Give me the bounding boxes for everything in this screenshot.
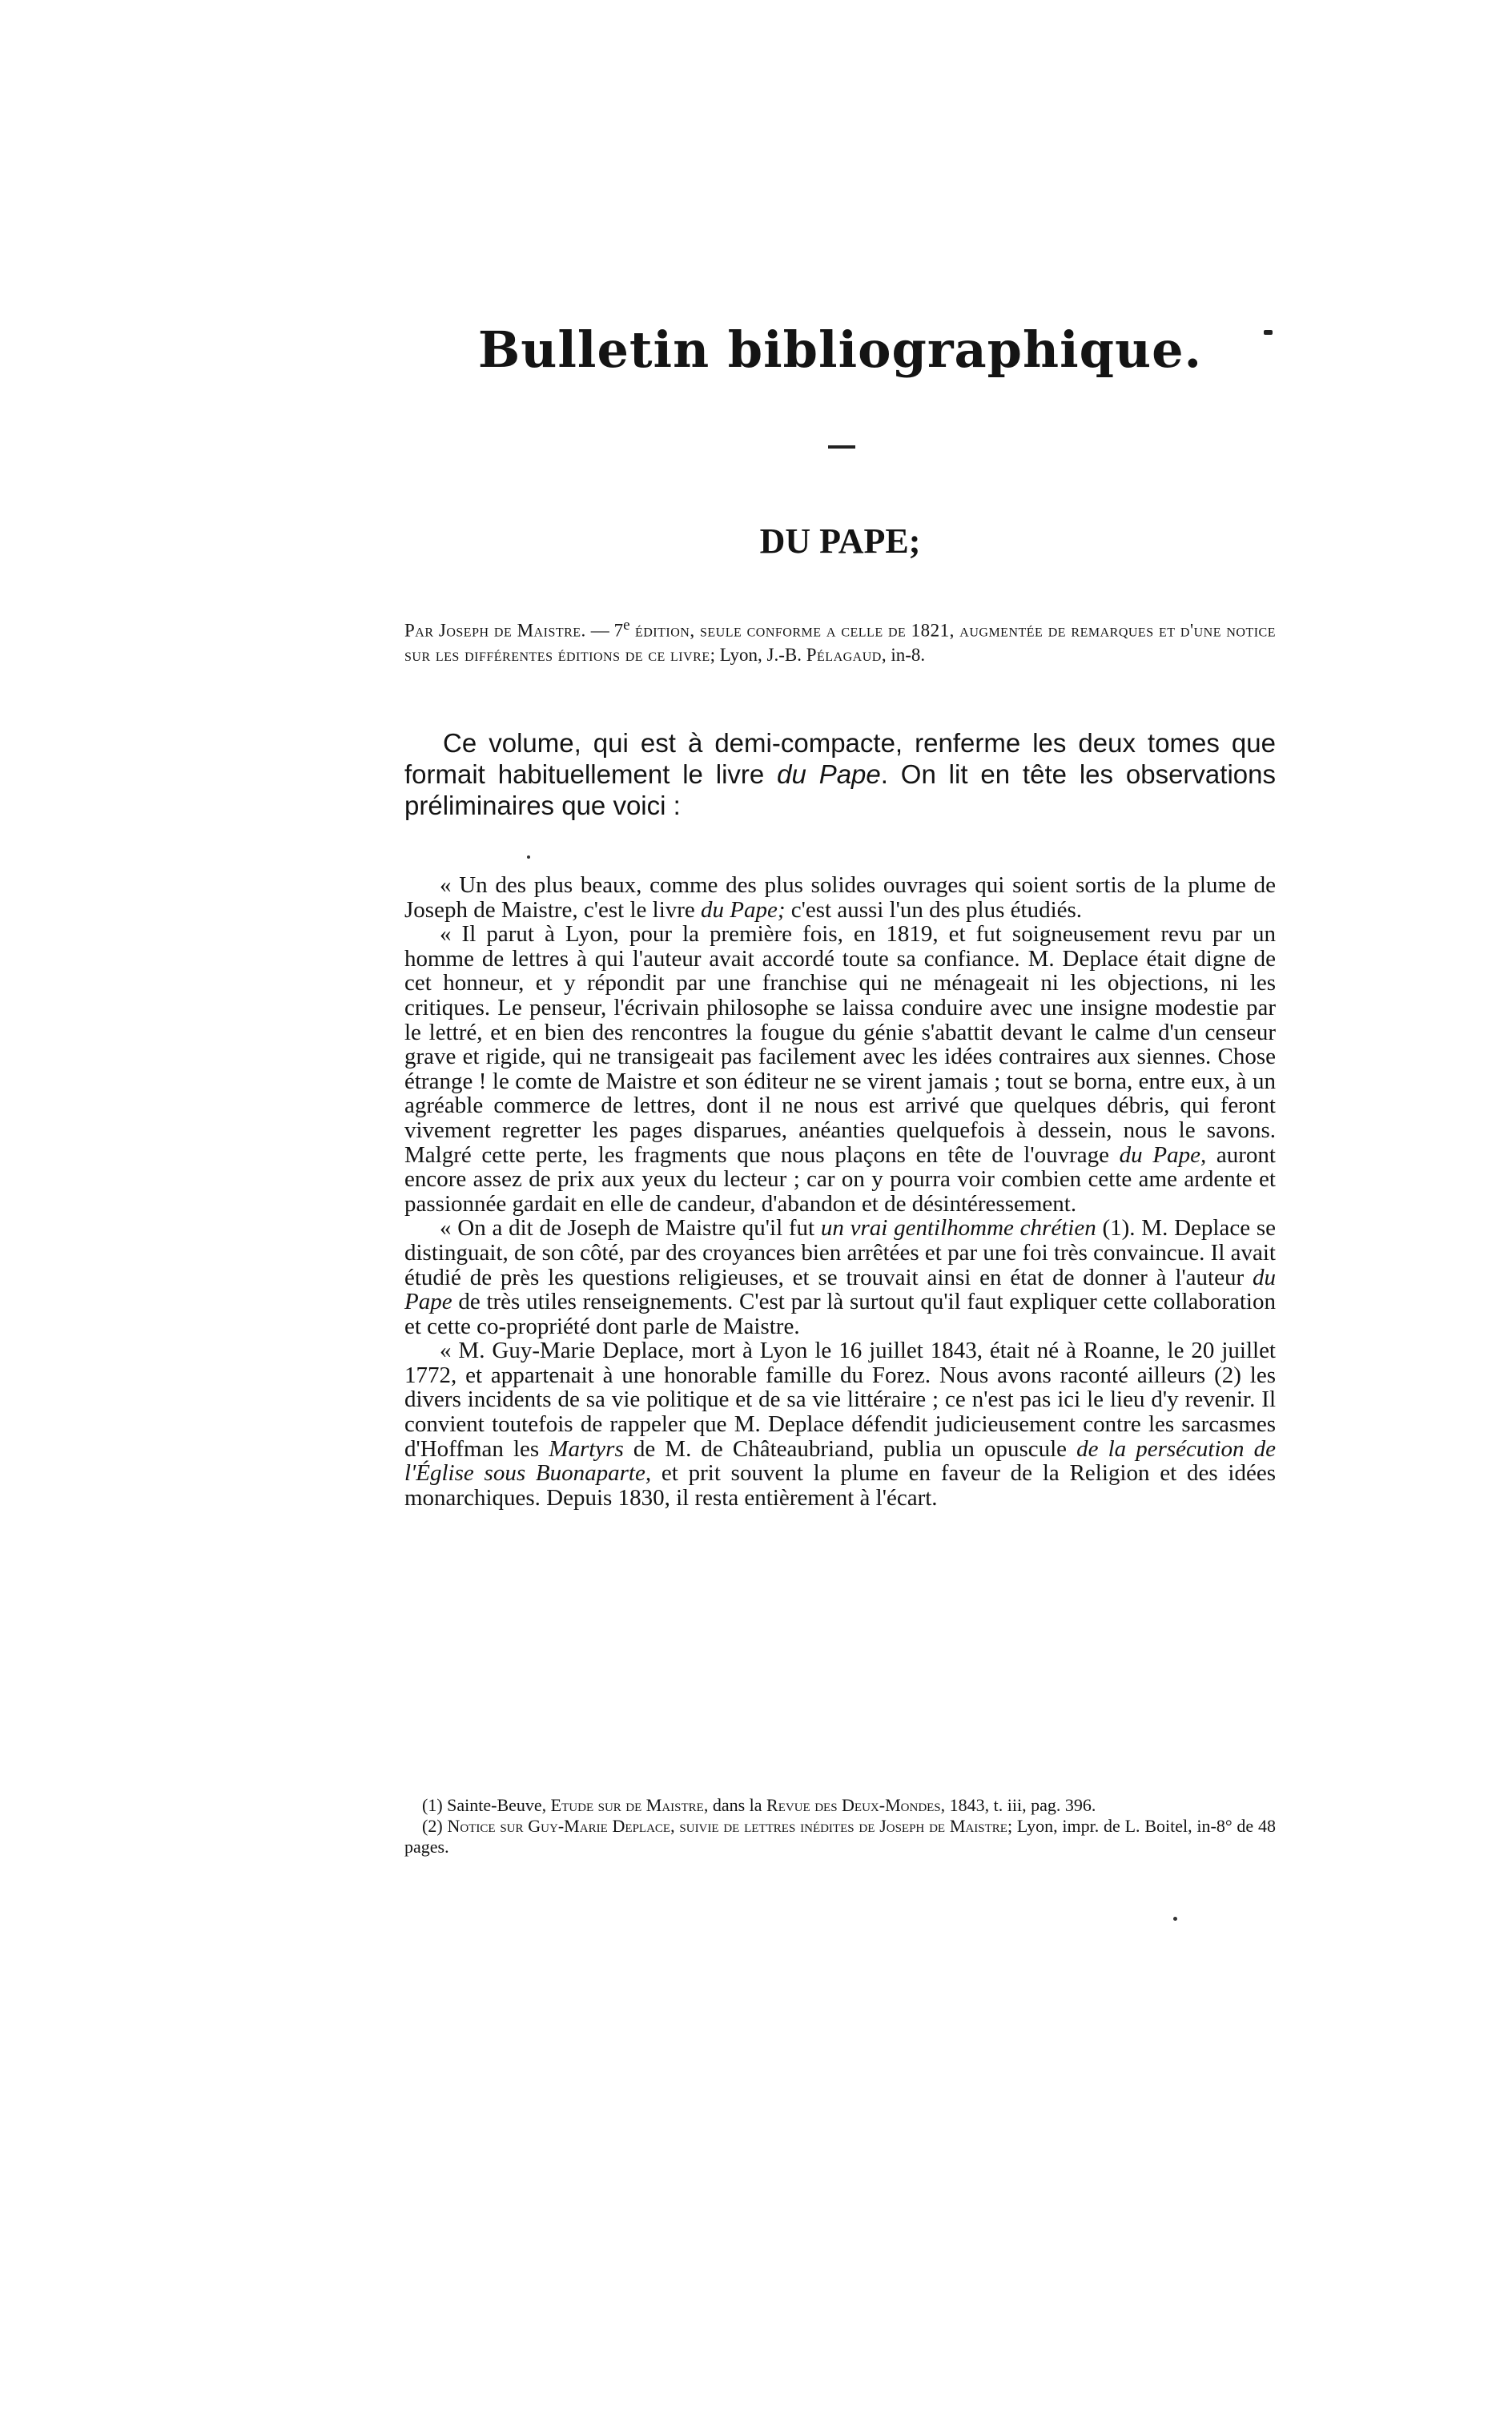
citation-format: , in-8. <box>881 644 926 665</box>
article-title: DU PAPE; <box>759 521 921 561</box>
quote-text: et prit souvent la plume en faveur de la Religion et des idées monarchiques. Depuis 1830, il resta entièrement à l'écart. <box>404 1460 1277 1511</box>
quote-italic: Martyrs <box>549 1435 624 1462</box>
footnote-text: (2) <box>422 1816 448 1836</box>
citation-publisher: Pélagaud <box>806 644 882 665</box>
quote-text: (1). M. Deplace se distinguait, de son côté, par des croyances bien arrêtées et par une foi très convaincue. Il avait étudié de près les questions religieuses, et se trouvait ainsi en état de donner à l'auteur <box>404 1215 1276 1290</box>
quote-italic: du Pape <box>404 1264 1276 1315</box>
quote-text: c'est aussi l'un des plus étudiés. <box>785 896 1083 923</box>
quote-text: « On a dit de Joseph de Maistre qu'il fut <box>440 1215 821 1242</box>
intro-text-end: . On lit en tête les observations préliminaires que voici : <box>404 759 1276 820</box>
citation-author: Par Joseph de Maistre. <box>404 620 586 641</box>
quote-text: auront encore assez de prix aux yeux du lecteur ; car on y pourra voir combien cette ame ardente et passionnée gardait en elle de candeur, d'abandon et de désintéressement. <box>404 1141 1276 1217</box>
bibliographic-citation <box>404 614 1276 667</box>
quote-text: « Un des plus beaux, comme des plus solides ouvrages qui soient sortis de la plume de Joseph de Maistre, c'est le livre <box>404 872 1276 923</box>
quote-italic: du Pape, <box>1119 1141 1207 1168</box>
footnote-text: (1) Sainte-Beuve, <box>422 1795 551 1815</box>
footnote-smallcaps: Notice sur Guy-Marie Deplace, suivie de lettres inédites de Joseph de Maistre <box>447 1816 1007 1836</box>
citation-edition: édition, seule conforme a celle de 1821, augmentée de remarques et d'une notice sur les différentes éditions de ce livre <box>404 620 1277 665</box>
footnote-1 <box>404 1795 1276 1816</box>
footnote-text: , dans la <box>703 1795 767 1815</box>
citation-superscript: e <box>623 617 630 634</box>
masthead: Bulletin bibliographique. <box>477 320 1203 379</box>
footnotes <box>404 1795 1276 1857</box>
footnote-2 <box>404 1816 1276 1857</box>
quote-italic: un vrai gentilhomme chrétien <box>820 1215 1096 1242</box>
footnote-smallcaps: Etude sur de Maistre <box>550 1795 704 1815</box>
quote-italic: du Pape; <box>701 896 786 923</box>
quote-paragraph-4 <box>404 1338 1276 1510</box>
quote-paragraph-1 <box>404 873 1276 922</box>
quote-text: « M. Guy-Marie Deplace, mort à Lyon le 16 juillet 1843, était né à Roanne, le 20 juillet 1772, et appartenait à une honorable famille du Forez. Nous avons raconté ailleurs (2) les divers incidents de sa vie politique et de sa vie littéraire ; ce n'est pas ici le lieu d'y revenir. Il convient toutefois de rappeler que M. Deplace défendit judicieusement contre les sarcasmes d'Hoffman les <box>404 1338 1276 1462</box>
footnote-smallcaps: Revue des Deux-Mondes <box>766 1795 941 1815</box>
ink-mark <box>1173 1917 1177 1921</box>
quote-paragraph-3 <box>404 1216 1276 1338</box>
citation-place: ; Lyon, J.-B. <box>710 644 806 665</box>
intro-book-title: du Pape <box>777 759 881 789</box>
quoted-passage <box>404 873 1276 1510</box>
quote-italic: de la persécution de l'Église sous Buonaparte, <box>404 1435 1277 1487</box>
quote-paragraph-2 <box>404 922 1276 1216</box>
quote-text: de très utiles renseignements. C'est par là surtout qu'il faut expliquer cette collaboration et cette co-propriété dont parle de Maistre. <box>404 1289 1276 1339</box>
title-rule <box>828 445 855 449</box>
intro-paragraph <box>404 727 1276 821</box>
quote-text: de M. de Châteaubriand, publia un opuscule <box>623 1435 1077 1462</box>
quote-text: « Il parut à Lyon, pour la première fois, en 1819, et fut soigneusement revu par un homme de lettres à qui l'auteur avait accordé toute sa confiance. M. Deplace était digne de cet honneur, et y répondit par une franchise qui ne ménageait ni les objections, ni les critiques. Le penseur, l'écrivain philosophe se laissa conduire avec une insigne modestie par le lettré, et en bien des rencontres la fougue du génie s'abattit devant le calme d'un censeur grave et rigide, qui ne transigeait pas facilement avec les idées contraires aux siennes. Chose étrange ! le comte de Maistre et son éditeur ne se virent jamais ; tout se borna, entre eux, à un agréable commerce de lettres, dont il ne nous est arrivé que quelques débris, qui feront vivement regretter les pages disparues, anéanties quelquefois à dessein, nous le savons. Malgré cette perte, les fragments que nous plaçons en tête de l'ouvrage <box>404 921 1276 1168</box>
ink-mark <box>527 855 530 859</box>
citation-text: — 7 <box>585 620 624 641</box>
footnote-text: ; Lyon, impr. de L. Boitel, in-8° de 48 pages. <box>404 1816 1277 1857</box>
footnote-text: , 1843, t. iii, pag. 396. <box>940 1795 1096 1815</box>
intro-text: Ce volume, qui est à demi-compacte, renferme les deux tomes que formait habituellement le livre <box>404 728 1276 789</box>
